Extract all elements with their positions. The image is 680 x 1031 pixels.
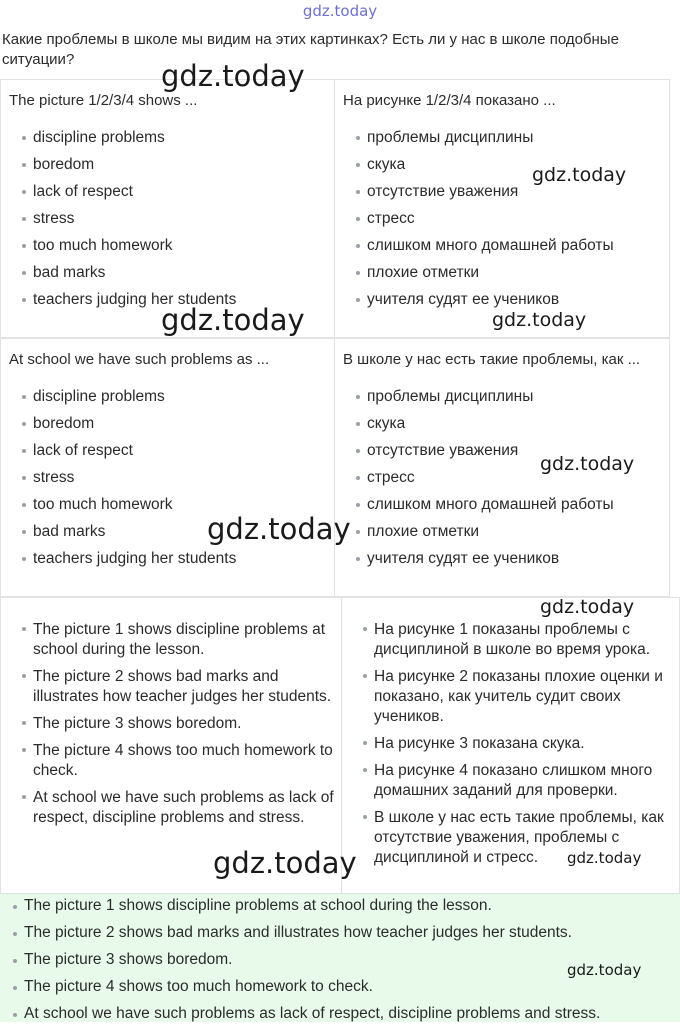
bullet-icon (356, 530, 360, 534)
bullet-icon (13, 959, 17, 963)
bullet-icon (363, 674, 367, 678)
answer-list (0, 896, 600, 1031)
bullet-icon (22, 476, 26, 480)
watermark: gdz.today (207, 512, 351, 546)
list-item: The picture 4 shows too much homework to check. (0, 977, 600, 1004)
list-item: учителя судят ее учеников (335, 291, 669, 318)
list-item: The picture 1 shows discipline problems at school during the lesson. (0, 896, 600, 923)
list-item: The picture 2 shows bad marks and illustrates how teacher judges her students. (1, 667, 341, 707)
bullet-icon (356, 136, 360, 140)
bullet-icon (356, 449, 360, 453)
bullet-icon (356, 422, 360, 426)
list-item: teachers judging her students (1, 291, 334, 318)
bullet-icon (22, 271, 26, 275)
bullet-icon (356, 298, 360, 302)
bullet-icon (13, 1013, 17, 1017)
list-item: discipline problems (1, 388, 334, 415)
bullet-icon (22, 530, 26, 534)
list-item: На рисунке 2 показаны плохие оценки и показано, как учитель судит своих учеников. (342, 667, 679, 727)
list-item: boredom (1, 415, 334, 442)
bullet-icon (363, 768, 367, 772)
bullet-icon (13, 905, 17, 909)
bullet-icon (22, 795, 26, 799)
bullet-icon (363, 741, 367, 745)
list-item: слишком много домашней работы (335, 496, 669, 523)
bullet-icon (22, 395, 26, 399)
list-item: скука (335, 415, 669, 442)
bullet-icon (22, 422, 26, 426)
watermark: gdz.today (213, 846, 357, 880)
bullet-icon (356, 190, 360, 194)
list-item: плохие отметки (335, 523, 669, 550)
cell-row1-left (0, 79, 335, 338)
bullet-icon (356, 557, 360, 561)
list-item: The picture 4 shows too much homework to check. (1, 741, 341, 781)
list-item: boredom (1, 156, 334, 183)
phrase-list (1, 388, 334, 577)
list-item: discipline problems (1, 129, 334, 156)
list-item: отсутствие уважения (335, 183, 669, 210)
bullet-icon (22, 244, 26, 248)
list-item: stress (1, 210, 334, 237)
bullet-icon (22, 136, 26, 140)
list-item: стресс (335, 210, 669, 237)
list-item: The picture 3 shows boredom. (0, 950, 600, 977)
answer-block (0, 894, 680, 1022)
cell-title: At school we have such problems as ... (9, 351, 270, 368)
list-item: скука (335, 156, 669, 183)
list-item: На рисунке 1 показаны проблемы с дисциплиной в школе во время урока. (342, 620, 679, 660)
watermark: gdz.today (540, 596, 635, 618)
list-item: слишком много домашней работы (335, 237, 669, 264)
list-item: too much homework (1, 496, 334, 523)
cell-title: В школе у нас есть такие проблемы, как ... (343, 351, 641, 368)
list-item: проблемы дисциплины (335, 129, 669, 156)
bullet-icon (22, 163, 26, 167)
list-item: На рисунке 3 показана скука. (342, 734, 679, 754)
list-item: bad marks (1, 264, 334, 291)
bullet-icon (356, 217, 360, 221)
bullet-icon (22, 190, 26, 194)
bullet-icon (13, 986, 17, 990)
site-header-logo[interactable]: gdz.today (302, 2, 378, 20)
list-item: The picture 1 shows discipline problems at school during the lesson. (1, 620, 341, 660)
list-item: На рисунке 4 показано слишком много домашних заданий для проверки. (342, 761, 679, 801)
bullet-icon (356, 244, 360, 248)
bullet-icon (22, 721, 26, 725)
bullet-icon (356, 395, 360, 399)
cell-title: The picture 1/2/3/4 shows ... (9, 92, 198, 109)
bullet-icon (363, 627, 367, 631)
bullet-icon (22, 503, 26, 507)
watermark: gdz.today (567, 849, 642, 867)
bullet-icon (22, 449, 26, 453)
bullet-icon (356, 163, 360, 167)
cell-row1-right (334, 79, 670, 338)
list-item: lack of respect (1, 183, 334, 210)
watermark: gdz.today (567, 961, 642, 979)
bullet-icon (356, 271, 360, 275)
cell-row2-left (0, 338, 335, 597)
bullet-icon (22, 674, 26, 678)
watermark: gdz.today (540, 453, 635, 475)
list-item: В школе у нас есть такие проблемы, как отсутствие уважения, проблемы с дисциплиной и стресс. (342, 808, 679, 868)
question-text: Какие проблемы в школе мы видим на этих картинках? Есть ли у нас в школе подобные ситуации? (2, 31, 619, 68)
list-item: too much homework (1, 237, 334, 264)
list-item: стресс (335, 469, 669, 496)
bullet-icon (22, 217, 26, 221)
watermark: gdz.today (492, 309, 587, 331)
cell-title: На рисунке 1/2/3/4 показано ... (343, 92, 556, 109)
watermark: gdz.today (161, 303, 305, 337)
bullet-icon (13, 932, 17, 936)
list-item: The picture 3 shows boredom. (1, 714, 341, 734)
list-item: stress (1, 469, 334, 496)
list-item: teachers judging her students (1, 550, 334, 577)
list-item: учителя судят ее учеников (335, 550, 669, 577)
list-item: проблемы дисциплины (335, 388, 669, 415)
phrase-list (335, 129, 669, 318)
sentence-list (1, 620, 341, 835)
bullet-icon (356, 503, 360, 507)
list-item: At school we have such problems as lack of respect, discipline problems and stress. (1, 788, 341, 828)
phrase-list (1, 129, 334, 318)
bullet-icon (22, 627, 26, 631)
list-item: At school we have such problems as lack of respect, discipline problems and stress. (0, 1004, 600, 1031)
watermark: gdz.today (161, 59, 305, 93)
bullet-icon (356, 476, 360, 480)
bullet-icon (22, 557, 26, 561)
list-item: отсутствие уважения (335, 442, 669, 469)
list-item: lack of respect (1, 442, 334, 469)
watermark: gdz.today (532, 164, 627, 186)
phrase-list (335, 388, 669, 577)
bullet-icon (22, 298, 26, 302)
list-item: The picture 2 shows bad marks and illustrates how teacher judges her students. (0, 923, 600, 950)
list-item: плохие отметки (335, 264, 669, 291)
bullet-icon (22, 748, 26, 752)
list-item: bad marks (1, 523, 334, 550)
sentence-list (342, 620, 679, 875)
bullet-icon (363, 815, 367, 819)
